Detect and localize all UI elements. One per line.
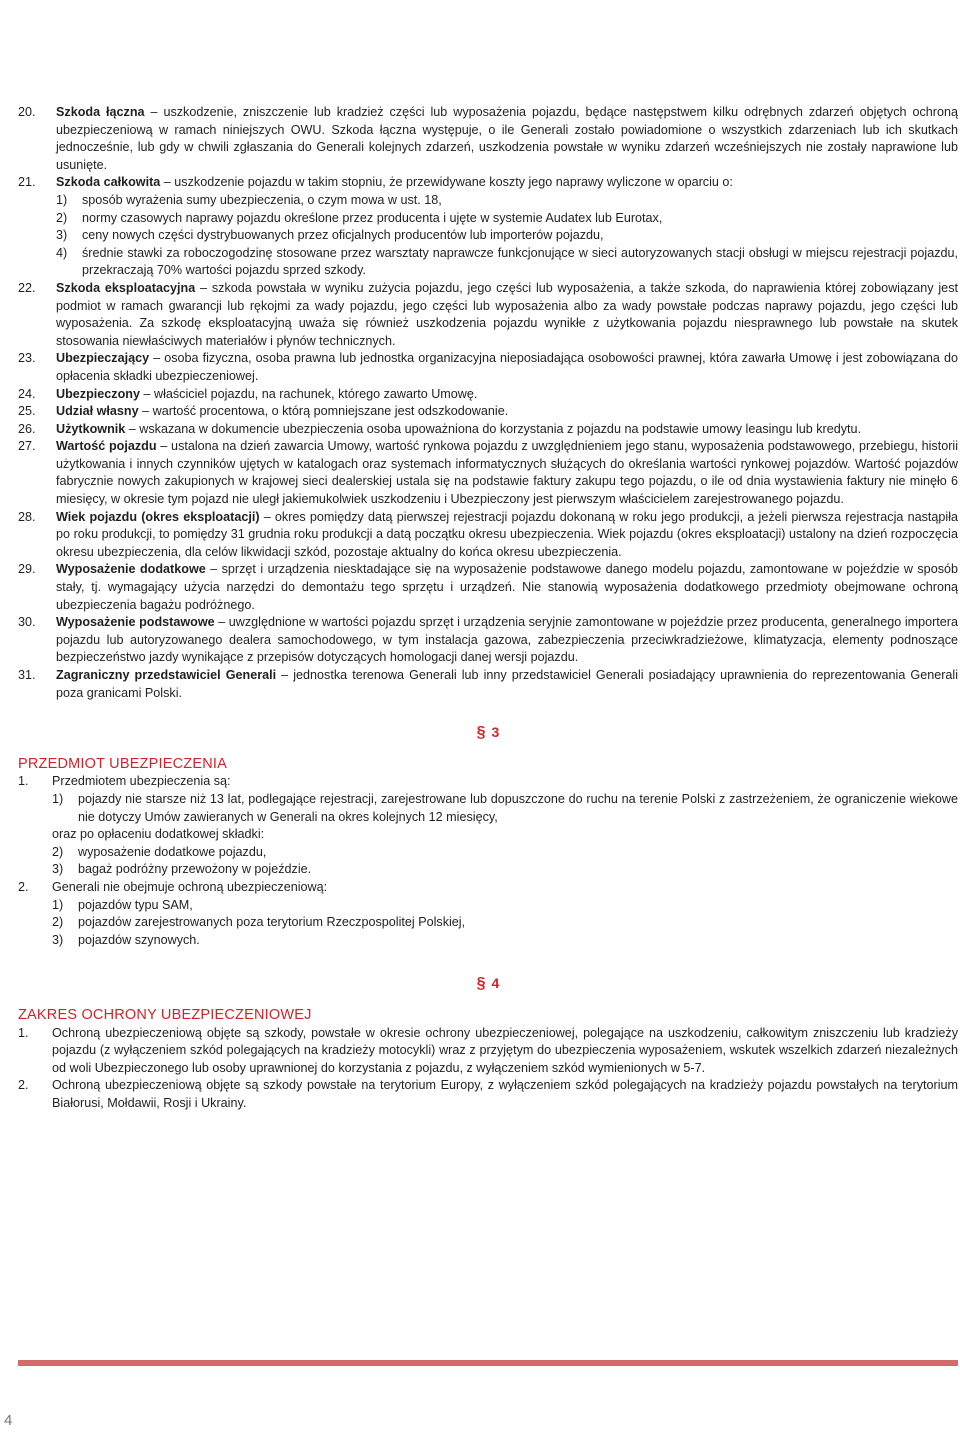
section-symbol-icon: § (476, 724, 486, 742)
section-3-title: PRZEDMIOT UBEZPIECZENIA (18, 755, 227, 772)
definition-body (56, 614, 958, 667)
section-4-title: ZAKRES OCHRONY UBEZPIECZENIOWEJ (18, 1006, 312, 1023)
definition-text (56, 438, 958, 508)
definition-text (56, 403, 958, 421)
definition-number: 21. (18, 175, 36, 190)
definition-text (56, 386, 958, 404)
definition-description: – osoba fizyczna, osoba prawna lub jednostka organizacyjna nieposiadająca osobowości prawnej, która zawarła Umowę i jest zobowiązana do opłacenia składki ubezpieczeniowej. (56, 351, 958, 383)
definition-term: Użytkownik (56, 421, 126, 436)
section-4-item (18, 1025, 958, 1078)
definition-text (56, 614, 958, 667)
sub-item-number: 4) (56, 245, 68, 260)
definition-term: Wyposażenie podstawowe (56, 615, 215, 630)
sub-item-number: 3) (52, 862, 64, 877)
definition-text (56, 421, 958, 439)
sub-item-number: 1) (52, 791, 64, 806)
definition-body (56, 438, 958, 508)
definition-description: – szkoda powstała w wyniku zużycia pojazdu, jego części lub wyposażenia, a także szkoda, do naprawienia której zobowiązany jest podmiot w ramach gwarancji lub rękojmi za wady pojazdu, jego części lub wyposażenia albo za wady powstałe podczas naprawy pojazdu, jego części lub wyposażenia. Za szkodę eksploatacyjną uważa się również uszkodzenia pojazdu wynikłe z użytkowania pojazdu niesprawnego lub powstałe na skutek stosowania niewłaściwych materiałów i płynów technicznych. (56, 280, 958, 348)
section-4-item-number: 2. (18, 1078, 29, 1093)
sub-item-text: normy czasowych naprawy pojazdu określone przez producenta i ujęte w systemie Audatex lub Eurotax, (82, 210, 663, 225)
sub-item-number: 3) (52, 932, 64, 947)
section-4-item-text: Ochroną ubezpieczeniową objęte są szkody powstałe na terytorium Europy, z wyłączeniem szkód polegających na kradzieży pojazdu powstałych na terytorium Białorusi, Mołdawii, Rosji i Ukrainy. (52, 1078, 958, 1110)
definition-term: Udział własny (56, 404, 139, 419)
definition-body (56, 104, 958, 174)
sub-item-text: średnie stawki za roboczogodzinę stosowane przez warsztaty naprawcze funkcjonujące w sieci autoryzowanych stacji obsługi w miejscu rejestracji pojazdu, przekraczają 70% wartości pojazdu sprzed szkody. (82, 245, 958, 278)
sub-item (56, 245, 958, 280)
definition-number: 31. (18, 668, 36, 682)
definition-item (18, 667, 958, 702)
definitions-list (18, 104, 958, 702)
definition-number: 27. (18, 439, 36, 454)
definition-body (56, 403, 958, 421)
definition-item (18, 438, 958, 508)
definition-term: Wartość pojazdu (56, 439, 157, 454)
definition-term: Szkoda łączna (56, 105, 145, 119)
definition-text (56, 509, 958, 562)
definition-item (18, 421, 958, 439)
definition-description: – wskazana w dokumencie ubezpieczenia osoba upoważniona do korzystania z pojazdu na podstawie umowy leasingu lub kredytu. (125, 421, 862, 436)
definition-body (56, 386, 958, 404)
definition-number: 23. (18, 351, 36, 366)
definition-item (18, 561, 958, 614)
sub-item-text: sposób wyrażenia sumy ubezpieczenia, o czym mowa w ust. 18, (82, 192, 442, 207)
page-number: 4 (4, 1412, 13, 1429)
definition-number: 20. (18, 105, 36, 119)
sub-item-text: pojazdów typu SAM, (78, 897, 193, 912)
definition-body (56, 280, 958, 350)
definition-item (18, 403, 958, 421)
document-page (18, 104, 958, 1112)
sub-item-text: pojazdy nie starsze niż 13 lat, podlegające rejestracji, zarejestrowane lub dopuszczone do ruchu na terenie Polski z zastrzeżeniem, że ograniczenie wiekowe nie dotyczy Umów zawieranych w Generali na okres kolejnych 12 miesięcy, (78, 791, 958, 824)
definition-text (56, 350, 958, 385)
definition-term: Wyposażenie dodatkowe (56, 562, 206, 577)
definition-item (18, 509, 958, 562)
definition-body (56, 421, 958, 439)
sub-item-number: 3) (56, 228, 68, 243)
definition-term: Szkoda eksploatacyjna (56, 280, 196, 295)
sub-item-text: pojazdów zarejestrowanych poza terytorium Rzeczpospolitej Polskiej, (78, 915, 466, 930)
sub-item (52, 791, 958, 826)
sub-item-text: wyposażenie dodatkowe pojazdu, (78, 844, 267, 859)
sub-item (52, 861, 958, 879)
sub-item-text: ceny nowych części dystrybuowanych przez oficjalnych producentów lub importerów pojazdu, (82, 228, 604, 243)
definition-item (18, 280, 958, 350)
section-symbol-icon: § (476, 975, 486, 993)
definition-item (18, 174, 958, 280)
sub-item (52, 844, 958, 862)
definition-item (18, 104, 958, 174)
definition-description: – jednostka terenowa Generali lub inny przedstawiciel Generali posiadający uprawnienia do reprezentowania Generali poza granicami Polski. (56, 668, 958, 700)
definition-body (56, 350, 958, 385)
section-4-item-text: Ochroną ubezpieczeniową objęte są szkody, powstałe w okresie ochrony ubezpieczeniowej, polegające na uszkodzeniu, całkowitym zniszczeniu lub kradzieży pojazdu (z wyłączeniem szkód polegających na kradzieży motocykli) wraz z przyjętym do ubezpieczenia wyposażeniem, wskutek wszelkich zdarzeń niezależnych od woli Ubezpieczonego lub osoby uprawnionej do korzystania z pojazdu, z wyłączeniem szkód wymienionych w 5-7. (52, 1025, 958, 1075)
sub-item-number: 2) (56, 210, 68, 225)
definition-text (56, 174, 958, 192)
definition-number: 24. (18, 386, 36, 401)
footer-rule (18, 1360, 958, 1366)
definition-body (56, 174, 958, 280)
sub-item (52, 932, 958, 950)
definition-description: – okres pomiędzy datą pierwszej rejestracji pojazdu dokonaną w roku jego produkcji, a jeżeli pierwsza rejestracja nastąpiła po roku produkcji, to pomiędzy 31 grudnia roku produkcji a datą początku okresu ubezpieczenia. Wiek pojazdu (okres eksploatacji) ustalony na dzień rozpoczęcia okresu ubezpieczenia, dla celów likwidacji szkód, pozostaje aktualny do końca okresu ubezpieczenia. (56, 509, 958, 559)
sub-item-number: 2) (52, 844, 64, 859)
definition-description: – ustalona na dzień zawarcia Umowy, wartość rynkowa pojazdu z uwzględnieniem jego stanu, wyposażenia podstawowego, przebiegu, historii użytkowania i innych czynników ujętych w katalogach oraz systemach informatycznych służących do określania wartości rynkowej pojazdów. Wartość pojazdów fabrycznie nowych zakupionych w krajowej sieci dealerskiej ustala się na podstawie faktury zakupu tego pojazdu, o ile od dnia wystawienia faktury nie minęło 6 miesięcy, w okresie tym pojazd nie uległ jakiemukolwiek uszkodzeniu i Ubezpieczony jest pierwszym właścicielem zarejestrowanego pojazdu. (56, 439, 958, 507)
definition-term: Ubezpieczający (56, 351, 150, 366)
definition-body (56, 561, 958, 614)
definition-item (18, 386, 958, 404)
definition-term: Zagraniczny przedstawiciel Generali (56, 668, 277, 682)
definition-text (56, 104, 958, 174)
section-3-mark (408, 724, 568, 742)
sub-item (56, 192, 958, 210)
section-4-item (18, 1077, 958, 1112)
section-4-item-number: 1. (18, 1025, 29, 1040)
section-4-number: 4 (491, 975, 500, 992)
definition-description: – wartość procentowa, o którą pomniejszane jest odszkodowanie. (138, 404, 509, 419)
definition-number: 28. (18, 509, 36, 524)
sub-item-number: 2) (52, 915, 64, 930)
definition-description: – uwzględnione w wartości pojazdu sprzęt i urządzenia seryjnie zamontowane w pojeździe przez producenta, generalnego importera pojazdu lub autoryzowanego dealera samochodowego, w tym instalacja gazowa, zabezpieczenia przeciwkradzieżowe, klimatyzacja, elementy podnoszące bezpieczeństwo jazdy wynikające z przepisów dotyczących homologacji danej wersji pojazdu. (56, 615, 959, 665)
definition-number: 26. (18, 421, 36, 436)
definition-number: 22. (18, 280, 36, 295)
sub-item (52, 914, 958, 932)
section-3-number: 3 (491, 724, 500, 741)
definition-body (56, 667, 958, 702)
definition-number: 30. (18, 615, 36, 630)
section-3-item-1: 1. Przedmiotem ubezpieczenia są: 1) pojazdy nie starsze niż 13 lat, podlegające rejestracji, zarejestrowane lub dopuszczone do ruchu na terenie Polski z zastrzeżeniem, że ograniczenie wiekowe nie dotyczy Umów zawieranych w Generali na okres kolejnych 12 miesięcy, oraz po opłaceniu dodatkowej składki: 2) wyposażenie dodatkowe pojazdu, 3) bagaż podróżny przewożony w pojeździe. (18, 773, 958, 879)
definition-description: – sprzęt i urządzenia niesktadające się na wyposażenie podstawowe danego modelu pojazdu, zamontowane w pojeździe w sposób stały, tj. wymagający użycia narzędzi do demontażu tego sprzętu i urządzeń. Nie stanowią wyposażenia dodatkowego przedmioty obejmowane ochroną ubezpieczenia bagażu podróżnego. (56, 562, 958, 612)
definition-number: 25. (18, 404, 36, 419)
definition-description: – uszkodzenie pojazdu w takim stopniu, że przewidywane koszty jego naprawy wyliczone w oparciu o: (160, 175, 733, 190)
section-3-item-2: 2. Generali nie obejmuje ochroną ubezpieczeniową: 1) pojazdów typu SAM, 2) pojazdów zarejestrowanych poza terytorium Rzeczpospolitej Polskiej, 3) pojazdów szynowych. (18, 879, 958, 949)
definition-term: Wiek pojazdu (okres eksploatacji) (56, 509, 260, 524)
sub-item-number: 1) (56, 192, 68, 207)
sub-item (56, 227, 958, 245)
sub-item (52, 897, 958, 915)
sub-item-number: 1) (52, 897, 64, 912)
definition-item (18, 350, 958, 385)
definition-text (56, 667, 958, 702)
definition-term: Szkoda całkowita (56, 175, 161, 190)
sub-item-text: bagaż podróżny przewożony w pojeździe. (78, 862, 312, 877)
sub-item (56, 210, 958, 228)
definition-text (56, 561, 958, 614)
definition-item (18, 614, 958, 667)
definition-description: – właściciel pojazdu, na rachunek, którego zawarto Umowę. (139, 386, 478, 401)
definition-text (56, 280, 958, 350)
section-4-mark (408, 975, 568, 993)
definition-description: – uszkodzenie, zniszczenie lub kradzież części lub wyposażenia pojazdu, będące następstwem kilku odrębnych zdarzeń objętych ochroną ubezpieczeniową w ramach niniejszych OWU. Szkoda łączna występuje, o ile Generali zostało powiadomione o wszystkich zdarzeniach lub ich skutkach jednocześnie, lub gdy w chwili zgłaszania do Generali kolejnych zdarzeń, uszkodzenia powstałe w wyniku zdarzeń wcześniejszych nie zostały naprawione lub usunięte. (56, 105, 958, 172)
definition-number: 29. (18, 562, 36, 577)
sub-item-text: pojazdów szynowych. (78, 932, 200, 947)
definition-body (56, 509, 958, 562)
definition-term: Ubezpieczony (56, 386, 140, 401)
